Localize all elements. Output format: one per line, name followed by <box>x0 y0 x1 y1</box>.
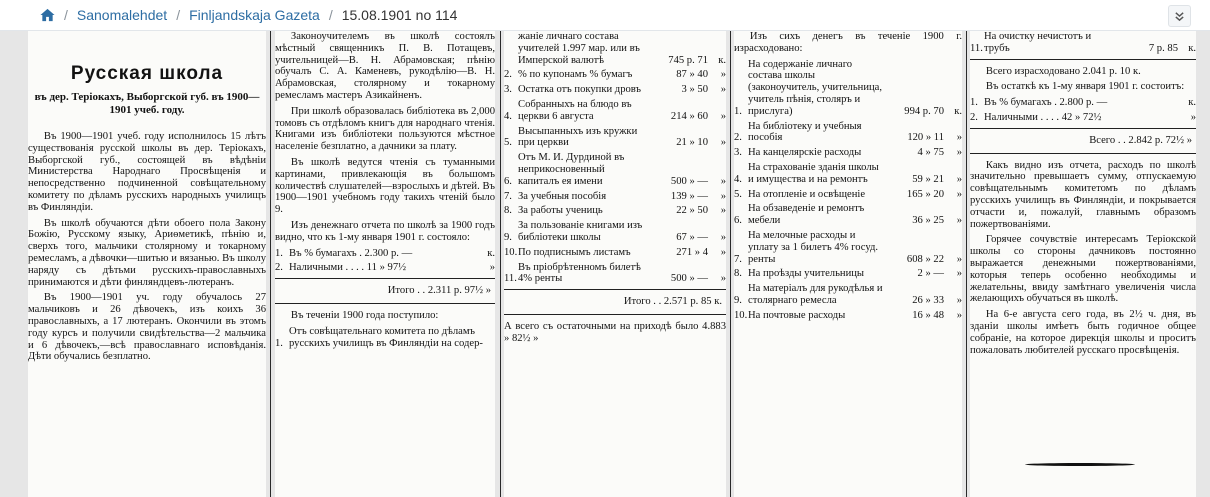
paragraph: Въ 1900—1901 уч. году обучалось 27 мальчиковъ и 26 дѣвочекъ, изъ коихъ 36 православныхъ, а 17 лютеранъ. Окончили въ этомъ году курсъ и получили свидѣтельства—2 мальчика и 6 дѣвочекъ,—всѣ православнаго исповѣданія. Дѣти обучались безплатно. <box>28 292 266 363</box>
paragraph: Въ 1900—1901 учеб. году исполнилось 15 лѣтъ существованія русской школы въ дер. Теріокахъ, Выборгской губ., состоящей въ вѣдѣніи Министерства Народнаго Просвѣщенія и непосредственно подчиненной совѣщательному комитету по дѣламъ русскихъ народныхъ училищъ въ Финляндіи. <box>28 131 266 213</box>
breadcrumb-separator: / <box>328 7 333 23</box>
top-navigation-bar <box>0 0 1210 31</box>
divider <box>970 128 1196 129</box>
list-item: 2. Наличными . . . . 42 » 72½ » <box>970 111 1196 123</box>
list-item: 11. Въ пріобрѣтенномъ билетѣ 4% ренты 500 » — » <box>504 261 726 285</box>
list-item: 5. Высыпанныхъ изъ кружки при церкви 21 » 10 » <box>504 125 726 149</box>
list-item: 2. Наличными . . . . 11 » 97½ » <box>275 262 495 274</box>
paragraph: На 6-е августа сего года, въ 2½ ч. дня, въ зданіи школы имѣетъ быть годичное общее собраніе, на которое дирекція школы и проситъ пожаловать любителей русскаго просвѣщенія. <box>970 309 1196 356</box>
list-item: 7. За учебныя пособія 139 » — » <box>504 190 726 202</box>
list-item: 6. На обзаведеніе и ремонтъ мебели 36 » 25 » <box>734 203 962 227</box>
chevron-double-down-icon <box>1174 11 1185 22</box>
expand-toggle-button[interactable] <box>1168 5 1191 27</box>
paragraph: При школѣ образовалась библіотека въ 2,000 томовъ съ отдѣломъ книгъ для народнаго чтенія. Книгами изъ библіотеки пользуются мѣстное населеніе безплатно, а дачники за плату. <box>275 105 495 153</box>
article-subtitle: въ дер. Теріокахъ, Выборгской губ. въ 1900—1901 учеб. году. <box>34 91 260 116</box>
remaining-total: Всего . . 2.842 р. 72½ » <box>1089 134 1192 146</box>
divider <box>275 303 495 304</box>
income-intro: Въ теченіи 1900 года поступило: <box>290 309 439 321</box>
list-item: 9. За пользованіе книгами изъ библіотеки школы 67 » — » <box>504 220 726 243</box>
breadcrumb-separator: / <box>64 7 68 23</box>
column-rule <box>966 31 967 497</box>
list-item: 2. На библіотеку и учебныя пособія 120 » 11 » <box>734 120 962 144</box>
paragraph: Изъ денежнаго отчета по школѣ за 1900 годъ видно, что къ 1-му января 1901 г. состояло: <box>275 219 495 243</box>
article-column-3 <box>504 31 726 497</box>
list-item: 7. На мелочные расходы и уплату за 1 билетъ 4% госуд. ренты 608 » 22 » <box>734 229 962 265</box>
list-item: 1. Въ % бумагахъ . 2.800 р. — к. <box>970 97 1196 109</box>
expense-intro: Изъ сихъ денегъ въ теченіе 1900 г. израсходовано: <box>734 31 962 54</box>
article-column-2 <box>275 31 495 497</box>
newspaper-page-scan[interactable] <box>0 31 1210 497</box>
divider <box>275 278 495 279</box>
list-item: 5. На отопленіе и освѣщеніе 165 » 20 » <box>734 188 962 200</box>
list-item: 9. На матеріалъ для рукодѣлья и столярнаго ремесла 26 » 33 » <box>734 283 962 306</box>
list-item: 4. На страхованіе зданія школы и имущества и на ремонтъ 59 » 21 » <box>734 161 962 185</box>
breadcrumb-current-issue: 15.08.1901 no 114 <box>341 7 458 23</box>
divider <box>970 59 1196 60</box>
column-rule <box>500 31 501 497</box>
column-rule <box>270 31 271 497</box>
article-column-1 <box>28 31 266 497</box>
list-item: 1. Въ % бумагахъ . 2.300 р. — к. <box>275 247 495 259</box>
article-column-4 <box>734 31 962 497</box>
breadcrumb-link-newspaper[interactable]: Finljandskaja Gazeta <box>189 7 320 23</box>
paragraph: Въ школѣ обучаются дѣти обоего пола Закону Божію, Русскому языку, Ариѳметикѣ, пѣнію и, сверхъ того, мальчики столярному и токарному ремесламъ, а дѣвочки—шитью и вязанью. Въ школу наряду съ дѣтьми русскихъ-православныхъ принимаются и дѣти финляндцевъ-лютеранъ. <box>28 217 266 288</box>
paragraph: Какъ видно изъ отчета, расходъ по школѣ значительно превышаетъ сумму, отпускаемую совѣщательнымъ комитетомъ по дѣламъ русскихъ училищъ въ Финляндіи, и покрывается отчасти и, пожалуй, главнымъ образомъ пожертвованіями. <box>970 159 1196 230</box>
list-item: 1. Отъ совѣщательнаго комитета по дѣламъ русскихъ училищъ въ Финляндіи на содер- <box>275 325 483 349</box>
list-item: 6. Отъ М. И. Дурдиной въ неприкосновенный капиталъ ея имени 500 » — » <box>504 152 726 187</box>
article-column-5 <box>970 31 1196 497</box>
grand-total: А всего съ остаточными на приходѣ было 4.883 » 82½ » <box>504 320 726 344</box>
list-item: жаніе личнаго состава учителей 1.997 мар. или въ Имперской валютѣ 745 р. 71 к. <box>518 31 726 66</box>
paragraph: Законоучителемъ въ школѣ состоялъ мѣстный священникъ П. В. Потащевъ, учительницей—В. Н. Абрамовская; пѣнію обучалъ С. А. Каменевъ, рукодѣлію—В. Н. Абрамовская, столярному и токарному ремесламъ мастеръ Азикайненъ. <box>275 31 495 101</box>
home-icon <box>40 8 55 22</box>
divider <box>970 153 1196 154</box>
divider <box>504 314 726 315</box>
list-item: 3. На канцелярскіе расходы 4 » 75 » <box>734 147 962 159</box>
list-item: 3. Остатка отъ покупки дровъ 3 » 50 » <box>504 84 726 96</box>
list-item: 10. На почтовые расходы 16 » 48 » <box>734 309 962 321</box>
article-title: Русская школа <box>70 63 224 84</box>
expense-list <box>734 59 962 322</box>
column-rule <box>730 31 731 497</box>
breadcrumb-link-sanomalehdet[interactable]: Sanomalehdet <box>76 7 168 23</box>
list-item: 10. По подписнымъ листамъ 271 » 4 » <box>504 246 726 258</box>
paragraph: Въ школѣ ведутся чтенія съ туманными картинами, привлекающія въ большомъ количествѣ слушателей—взрослыхъ и дѣтей. Въ 1900—1901 учебномъ году такихъ чтеній было 9. <box>275 156 495 216</box>
list-item: 8. За работы учениць 22 » 50 » <box>504 205 726 217</box>
balance-total: Итого . . 2.311 р. 97½ » <box>387 285 491 297</box>
total-spent: Всего израсходовано 2.041 р. 10 к. <box>985 65 1141 77</box>
list-item: 1. На содержаніе личнаго состава школы (законоучитель, учительница, учитель пѣнія, столяръ и прислуга) 994 р. 70 к. <box>734 58 962 117</box>
end-ornament <box>1025 463 1135 466</box>
list-item: 11. На очистку нечистотъ и трубъ 7 р. 85 к. <box>970 31 1196 54</box>
income-total: Итого . . 2.571 р. 85 к. <box>623 296 722 308</box>
divider <box>504 289 726 290</box>
paragraph: Горячее сочувствіе интересамъ Теріокской школы со стороны дачниковъ постоянно выражается денежными пожертвованіями, которыя теперь особенно необходимы и желательны, ввиду замѣтнаго увеличенія числа желающихъ обучаться въ школѣ. <box>970 234 1196 305</box>
list-item: 8. На проѣзды учительницы 2 » — » <box>734 268 962 280</box>
remaining-intro: Въ остаткѣ къ 1-му января 1901 г. состоитъ: <box>985 81 1185 93</box>
home-link[interactable] <box>40 8 55 22</box>
income-list <box>504 69 726 285</box>
breadcrumb-separator: / <box>176 7 181 23</box>
breadcrumb <box>40 0 457 30</box>
list-item: 2. % по купонамъ % бумагъ 87 » 40 » <box>504 69 726 81</box>
list-item: 4. Собранныхъ на блюдо въ церкви 6 августа 214 » 60 » <box>504 98 726 122</box>
